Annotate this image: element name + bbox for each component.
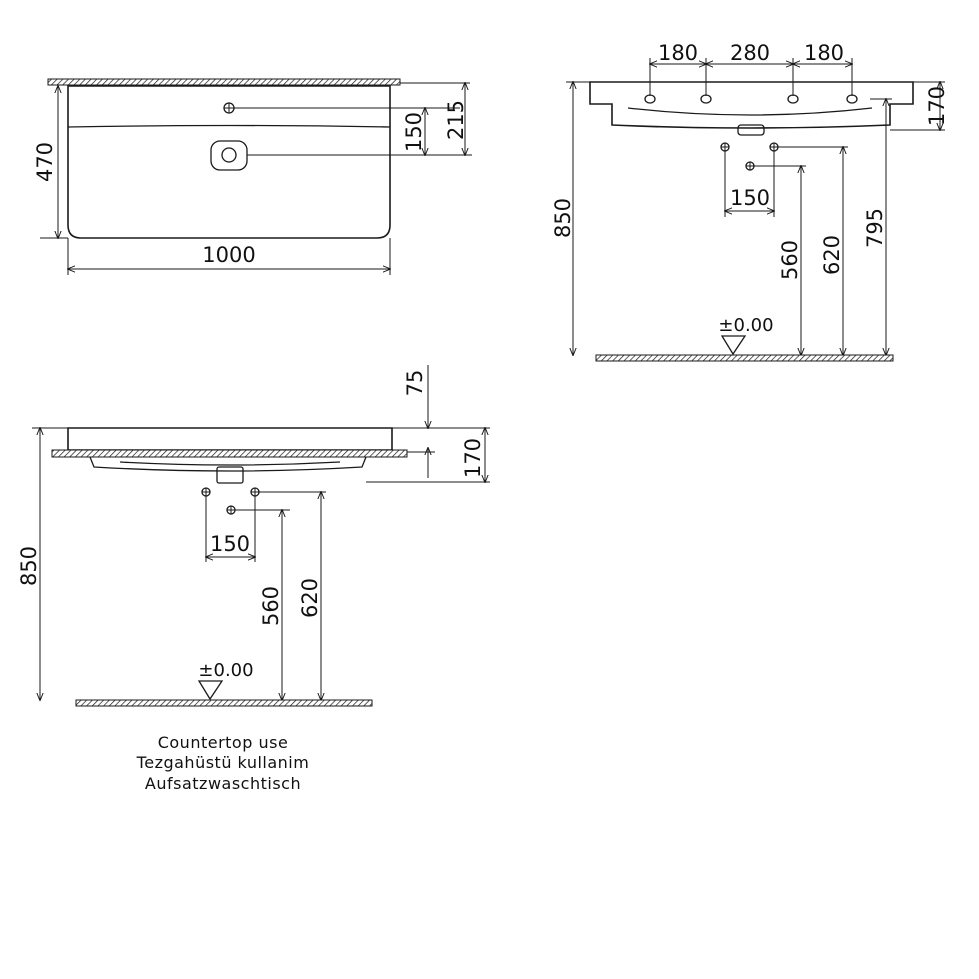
wall-view-basin [590, 82, 913, 128]
top-view [33, 79, 472, 275]
dim-countertop-basin-height: 170 [461, 437, 485, 479]
dim-basin-height: 170 [925, 85, 949, 127]
dim-back-to-overflow: 215 [444, 99, 468, 141]
countertop-view [17, 365, 490, 706]
dim-countertop-supply-spacing: 150 [209, 532, 251, 556]
dim-hole-spacing-middle: 280 [729, 41, 771, 65]
dim-hole-spacing-left: 180 [657, 41, 699, 65]
caption-turkish: Tezgahüstü kullanim [136, 753, 310, 772]
countertop-view-floor [76, 700, 372, 706]
wall-view-floor [596, 355, 893, 361]
top-view-countertop [48, 79, 400, 85]
dim-hole-spacing-right: 180 [803, 41, 845, 65]
dim-drain-height: 560 [778, 239, 802, 281]
dim-raised: 75 [403, 369, 427, 397]
countertop-slab [52, 450, 407, 457]
floor-level-label: ±0.00 [718, 315, 774, 336]
caption-german: Aufsatzwaschtisch [144, 774, 302, 793]
dim-total-height: 850 [551, 197, 575, 239]
dim-countertop-supply-height: 620 [298, 577, 322, 619]
dim-rim-to-tap-height: 795 [863, 207, 887, 249]
countertop-floor-level-label: ±0.00 [198, 660, 254, 681]
dim-overflow-to-tap: 150 [402, 111, 426, 153]
dim-supply-spacing: 150 [729, 186, 771, 210]
dim-width: 1000 [202, 243, 256, 267]
dim-supply-height: 620 [820, 234, 844, 276]
countertop-view-basin [68, 428, 392, 450]
wall-view [551, 41, 949, 361]
caption-english: Countertop use [157, 733, 289, 752]
caption [136, 733, 310, 793]
dim-depth: 470 [33, 141, 57, 183]
dim-countertop-total-height: 850 [17, 545, 41, 587]
dim-countertop-drain-height: 560 [259, 585, 283, 627]
